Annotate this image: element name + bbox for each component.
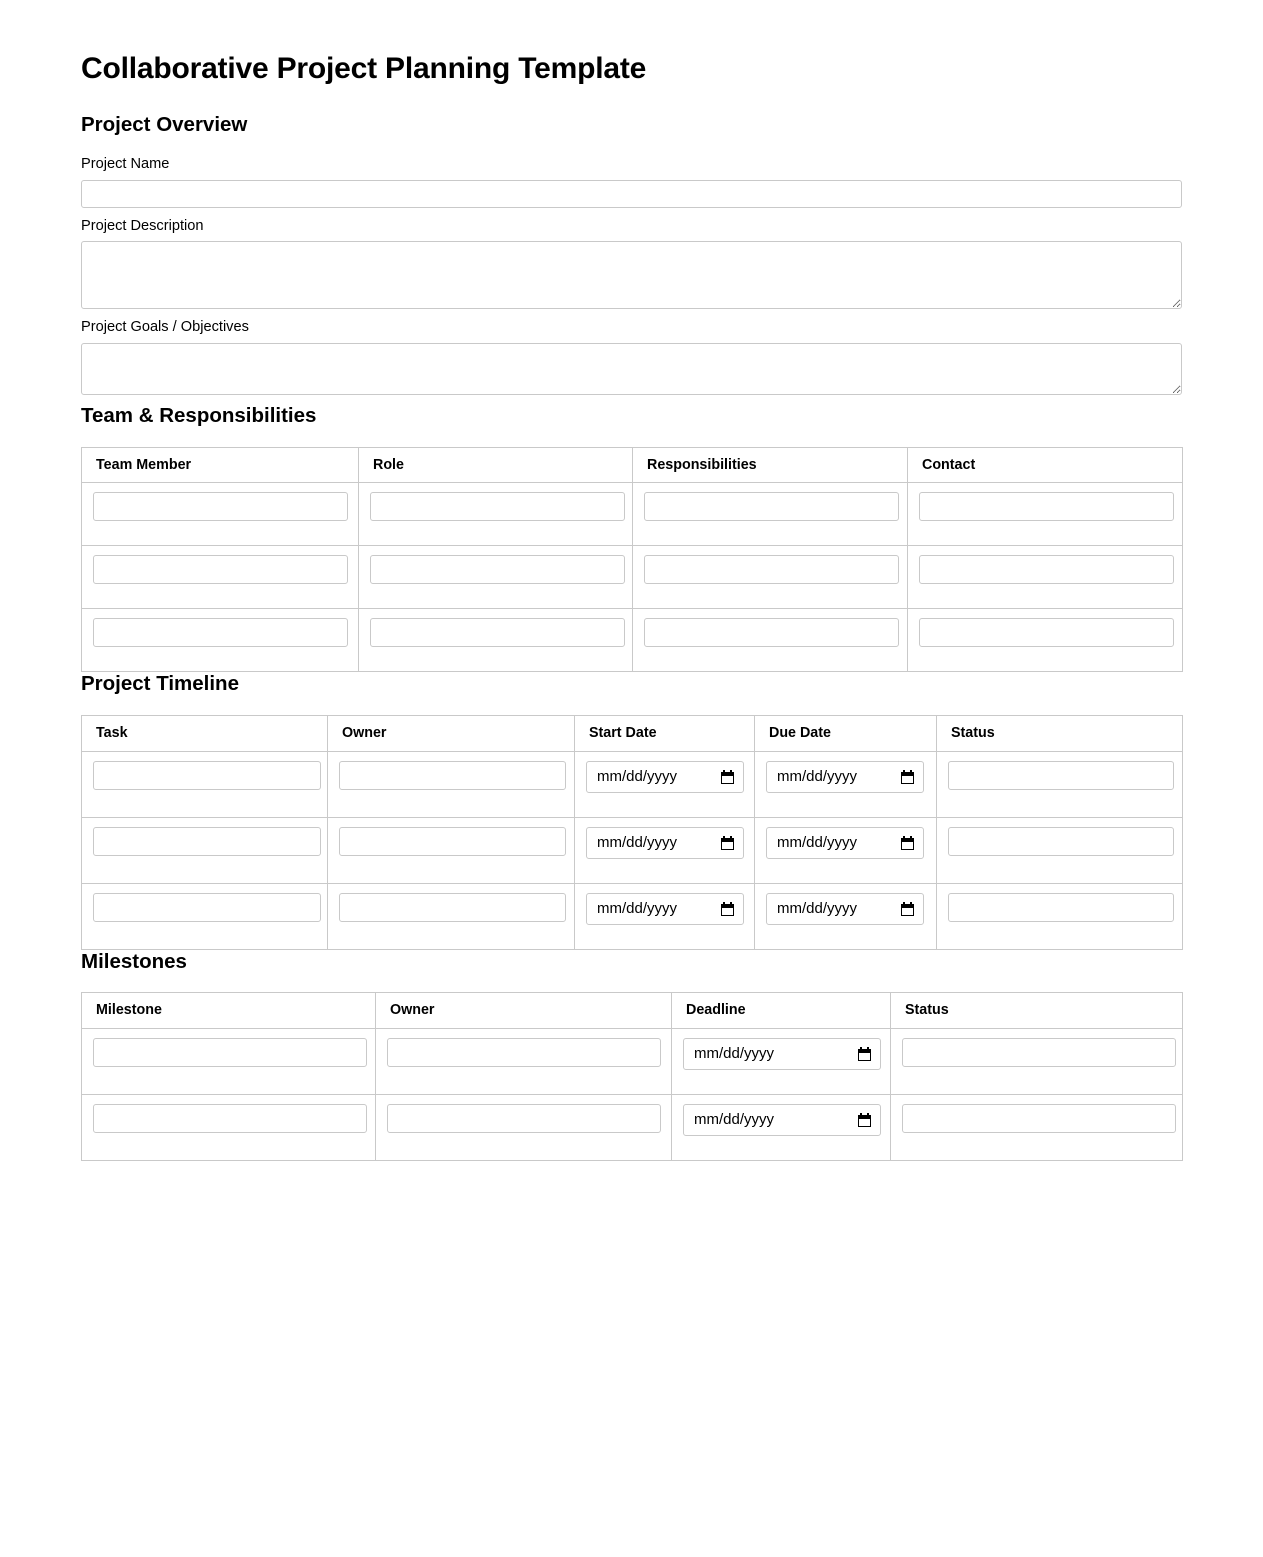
deadline-input[interactable]	[683, 1104, 881, 1136]
label-project-name: Project Name	[81, 156, 170, 173]
status-input[interactable]	[902, 1104, 1176, 1133]
team-member-input[interactable]	[93, 555, 348, 584]
column-header-role: Role	[359, 447, 633, 483]
responsibilities-input[interactable]	[644, 618, 899, 647]
calendar-icon	[858, 1113, 871, 1127]
cell-team-member	[82, 546, 359, 609]
status-input[interactable]	[948, 761, 1174, 790]
table-row	[82, 609, 1183, 672]
start-date-input[interactable]	[586, 761, 744, 793]
table-row	[82, 483, 1183, 546]
column-header-owner: Owner	[376, 993, 672, 1029]
cell-start-date	[575, 883, 755, 949]
team-table	[81, 447, 1183, 673]
owner-input[interactable]	[387, 1038, 661, 1067]
field-project-description	[81, 217, 1182, 310]
column-header-status: Status	[937, 715, 1183, 751]
cell-deadline	[672, 1028, 891, 1094]
cell-contact	[908, 546, 1183, 609]
cell-role	[359, 546, 633, 609]
column-header-responsibilities: Responsibilities	[633, 447, 908, 483]
role-input[interactable]	[370, 492, 625, 521]
calendar-icon	[901, 770, 914, 784]
cell-start-date	[575, 751, 755, 817]
column-header-deadline: Deadline	[672, 993, 891, 1029]
date-placeholder-text: mm/dd/yyyy	[777, 900, 858, 917]
owner-input[interactable]	[387, 1104, 661, 1133]
task-input[interactable]	[93, 893, 321, 922]
owner-input[interactable]	[339, 827, 566, 856]
cell-due-date	[755, 751, 937, 817]
column-header-contact: Contact	[908, 447, 1183, 483]
cell-task	[82, 817, 328, 883]
cell-role	[359, 609, 633, 672]
cell-team-member	[82, 609, 359, 672]
project-goals-textarea[interactable]	[81, 343, 1182, 395]
cell-task	[82, 751, 328, 817]
cell-responsibilities	[633, 483, 908, 546]
cell-deadline	[672, 1094, 891, 1160]
date-placeholder-text: mm/dd/yyyy	[694, 1045, 775, 1063]
column-header-team-member: Team Member	[82, 447, 359, 483]
start-date-input[interactable]	[586, 827, 744, 859]
start-date-input[interactable]	[586, 893, 744, 925]
page-title: Collaborative Project Planning Template	[81, 52, 647, 85]
team-member-input[interactable]	[93, 492, 348, 521]
contact-input[interactable]	[919, 618, 1174, 647]
column-header-due-date: Due Date	[755, 715, 937, 751]
due-date-input[interactable]	[766, 761, 924, 793]
section-heading-timeline: Project Timeline	[81, 672, 239, 696]
label-project-description: Project Description	[81, 217, 204, 234]
date-placeholder-text: mm/dd/yyyy	[597, 900, 678, 917]
owner-input[interactable]	[339, 761, 566, 790]
table-row	[82, 817, 1183, 883]
table-row	[82, 751, 1183, 817]
cell-status	[937, 751, 1183, 817]
date-placeholder-text: mm/dd/yyyy	[597, 834, 678, 851]
team-member-input[interactable]	[93, 618, 348, 647]
cell-status	[937, 883, 1183, 949]
field-project-goals	[81, 318, 1182, 395]
calendar-icon	[721, 902, 734, 916]
cell-task	[82, 883, 328, 949]
cell-due-date	[755, 883, 937, 949]
deadline-input[interactable]	[683, 1038, 881, 1070]
table-row	[82, 1028, 1183, 1094]
cell-contact	[908, 483, 1183, 546]
cell-team-member	[82, 483, 359, 546]
table-header-row	[82, 715, 1183, 751]
date-placeholder-text: mm/dd/yyyy	[777, 768, 858, 785]
table-header-row	[82, 993, 1183, 1029]
due-date-input[interactable]	[766, 827, 924, 859]
section-heading-team: Team & Responsibilities	[81, 404, 317, 428]
column-header-start-date: Start Date	[575, 715, 755, 751]
cell-milestone	[82, 1028, 376, 1094]
cell-owner	[328, 817, 575, 883]
cell-status	[937, 817, 1183, 883]
section-heading-milestones: Milestones	[81, 949, 187, 973]
contact-input[interactable]	[919, 492, 1174, 521]
calendar-icon	[858, 1047, 871, 1061]
cell-responsibilities	[633, 546, 908, 609]
date-placeholder-text: mm/dd/yyyy	[597, 768, 678, 785]
responsibilities-input[interactable]	[644, 492, 899, 521]
date-placeholder-text: mm/dd/yyyy	[694, 1111, 775, 1129]
task-input[interactable]	[93, 761, 321, 790]
status-input[interactable]	[948, 893, 1174, 922]
cell-start-date	[575, 817, 755, 883]
calendar-icon	[901, 902, 914, 916]
cell-due-date	[755, 817, 937, 883]
due-date-input[interactable]	[766, 893, 924, 925]
column-header-status: Status	[891, 993, 1183, 1029]
milestone-input[interactable]	[93, 1104, 367, 1133]
calendar-icon	[901, 836, 914, 850]
cell-owner	[376, 1094, 672, 1160]
column-header-owner: Owner	[328, 715, 575, 751]
cell-status	[891, 1094, 1183, 1160]
project-name-input[interactable]	[81, 180, 1182, 208]
calendar-icon	[721, 836, 734, 850]
milestone-input[interactable]	[93, 1038, 367, 1067]
project-description-textarea[interactable]	[81, 241, 1182, 309]
date-placeholder-text: mm/dd/yyyy	[777, 834, 858, 851]
calendar-icon	[721, 770, 734, 784]
role-input[interactable]	[370, 555, 625, 584]
owner-input[interactable]	[339, 893, 566, 922]
table-header-row	[82, 447, 1183, 483]
table-row	[82, 1094, 1183, 1160]
timeline-table	[81, 715, 1183, 950]
table-row	[82, 546, 1183, 609]
responsibilities-input[interactable]	[644, 555, 899, 584]
role-input[interactable]	[370, 618, 625, 647]
column-header-task: Task	[82, 715, 328, 751]
cell-owner	[328, 751, 575, 817]
column-header-milestone: Milestone	[82, 993, 376, 1029]
cell-role	[359, 483, 633, 546]
cell-status	[891, 1028, 1183, 1094]
label-project-goals: Project Goals / Objectives	[81, 319, 249, 336]
milestones-table	[81, 992, 1183, 1161]
cell-responsibilities	[633, 609, 908, 672]
section-heading-project-overview: Project Overview	[81, 112, 248, 136]
field-project-name	[81, 155, 1182, 208]
status-input[interactable]	[948, 827, 1174, 856]
cell-owner	[328, 883, 575, 949]
task-input[interactable]	[93, 827, 321, 856]
cell-milestone	[82, 1094, 376, 1160]
cell-contact	[908, 609, 1183, 672]
cell-owner	[376, 1028, 672, 1094]
contact-input[interactable]	[919, 555, 1174, 584]
table-row	[82, 883, 1183, 949]
status-input[interactable]	[902, 1038, 1176, 1067]
